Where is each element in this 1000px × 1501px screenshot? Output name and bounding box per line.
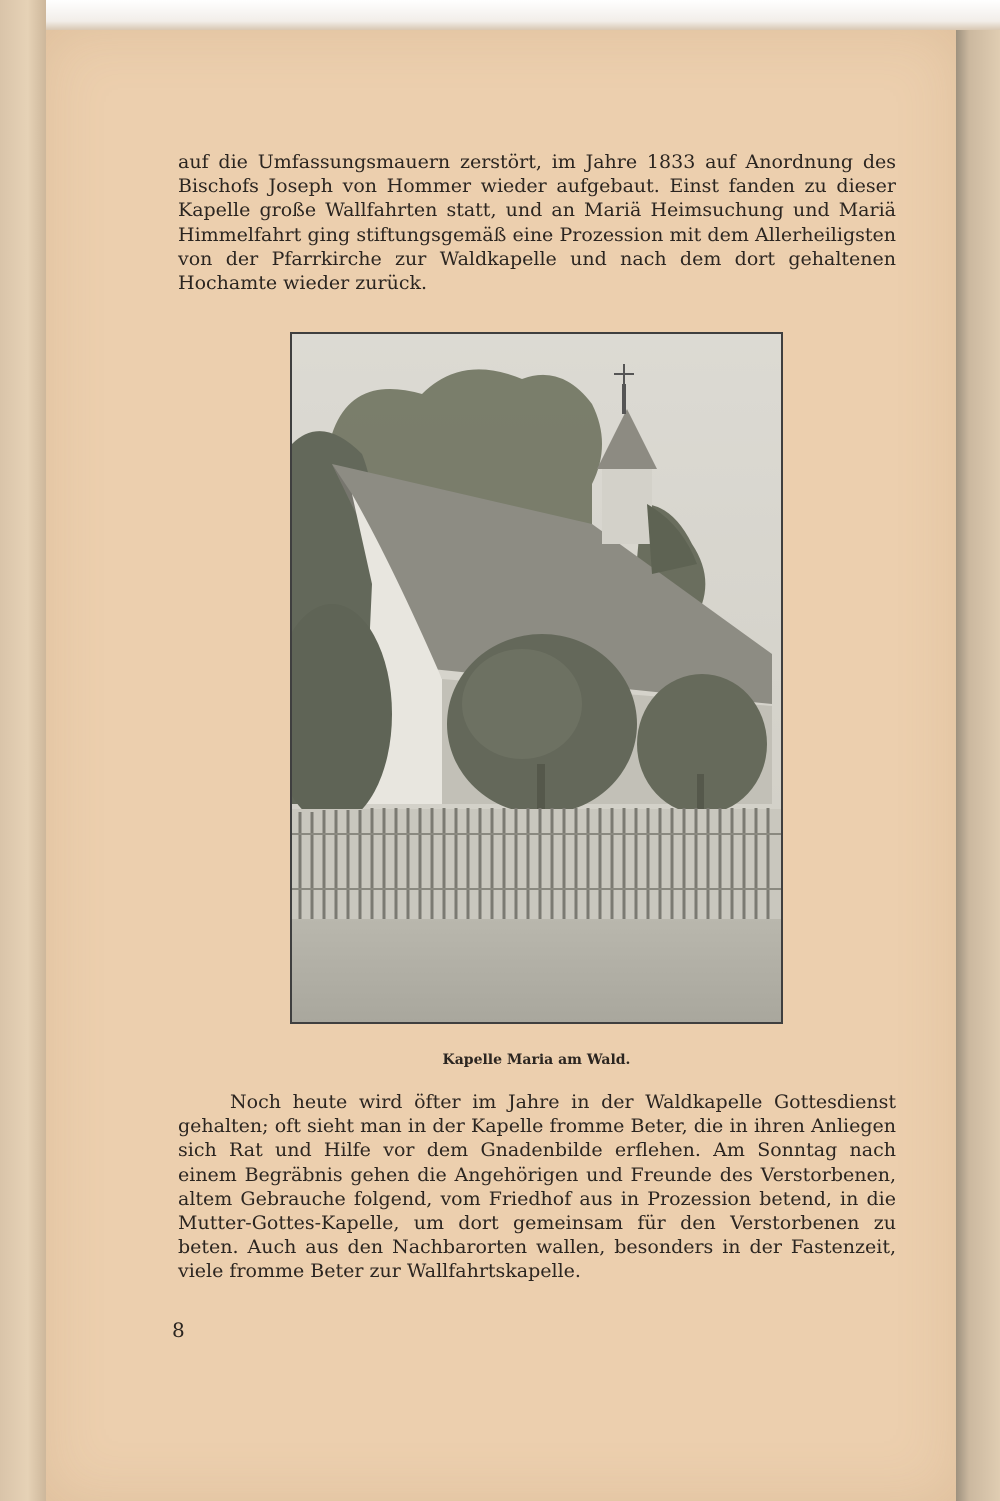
scan-background-right (956, 30, 1000, 1501)
figure-caption: Kapelle Maria am Wald. (442, 1052, 631, 1068)
paragraph-bottom (178, 1090, 896, 1284)
paragraph-top (178, 150, 896, 295)
scan-background-left (0, 0, 46, 1501)
chapel-photo-illustration (292, 334, 781, 1022)
chapel-photograph (290, 332, 783, 1024)
page-number: 8 (172, 1318, 185, 1342)
paragraph-bottom-text: Noch heute wird öfter im Jahre in der Waldkapelle Gottesdienst gehalten; oft sieht man in der Kapelle fromme Beter, die in ihren Anliegen sich Rat und Hilfe vor dem Gnadenbilde erflehen. Am Sonntag nach einem Begräbnis gehen die Angehörigen und Freunde des Verstorbenen, altem Gebrauche folgend, vom Friedhof aus in Prozession betend, in die Mutter-Gottes-Kapelle, um dort gemeinsam für den Verstorbenen zu beten. Auch aus den Nachbarorten wallen, besonders in der Fastenzeit, viele fromme Beter zur Wallfahrtskapelle. (178, 1091, 896, 1283)
scan-background-top (0, 0, 1000, 30)
paragraph-top-text: auf die Umfassungsmauern zerstört, im Jahre 1833 auf Anordnung des Bischofs Joseph von Hommer wieder aufgebaut. Einst fanden zu dieser Kapelle große Wallfahrten statt, und an Mariä Heimsuchung und Mariä Himmelfahrt ging stiftungsgemäß eine Prozession mit dem Allerheiligsten von der Pfarrkirche zur Waldkapelle und nach dem dort gehaltenen Hochamte wieder zurück. (178, 151, 896, 295)
